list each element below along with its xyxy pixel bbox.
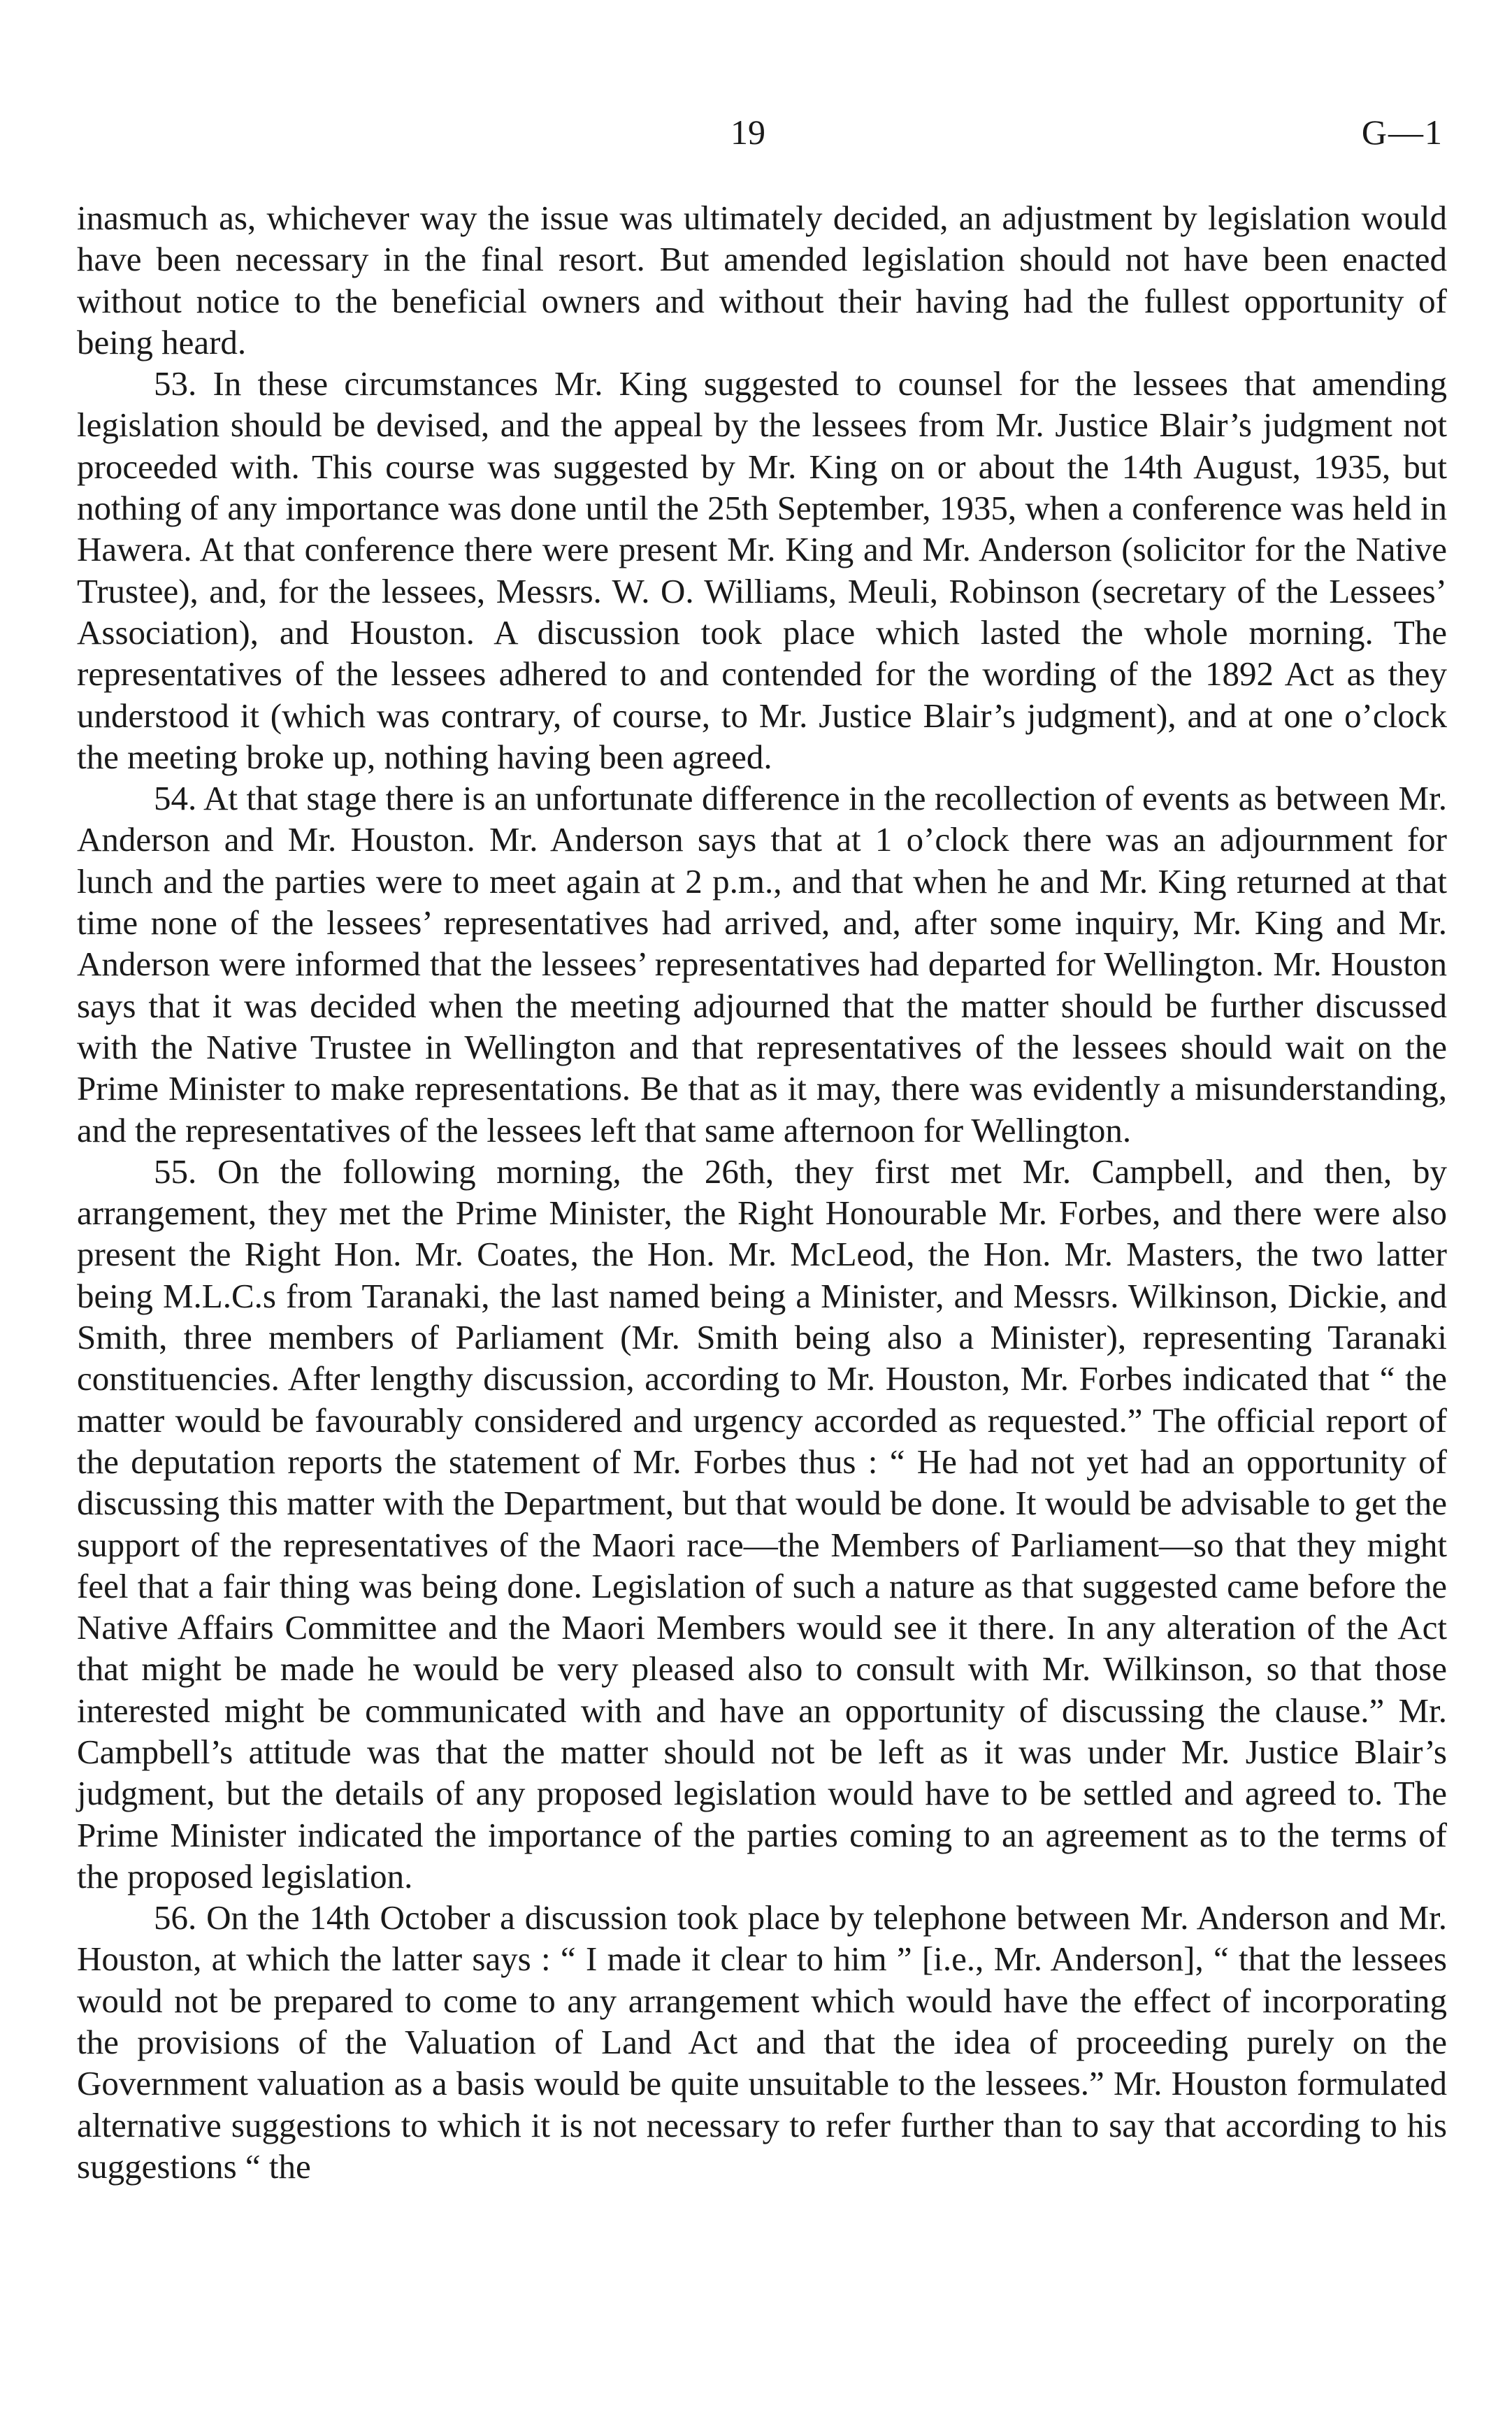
paragraph-number: 53.: [154, 364, 197, 403]
paragraph-53: [77, 363, 1447, 777]
page-header: [0, 112, 1512, 161]
body-text: [77, 197, 1447, 2187]
paragraph-55: [77, 1151, 1447, 1897]
paragraph-number: 55.: [154, 1152, 197, 1191]
document-reference: G—1: [1361, 113, 1443, 152]
paragraph-continuation: [77, 197, 1447, 363]
paragraph-text: inasmuch as, whichever way the issue was ultimately decided, an adjustment by legislation would have been necessary in the final resort. But amended legislation should not have been enacted without notice to the beneficial owners and without their having had the fullest opportunity of being heard.: [77, 199, 1447, 361]
paragraph-number: 56.: [154, 1898, 197, 1937]
paragraph-56: [77, 1897, 1447, 2187]
paragraph-text: In these circumstances Mr. King suggested to counsel for the lessees that amending legislation should be devised, and the appeal by the lessees from Mr. Justice Blair’s judgment not proceeded with. This course was suggested by Mr. King on or about the 14th August, 1935, but nothing of any importance was done until the 25th September, 1935, when a conference was held in Hawera. At that conference there were present Mr. King and Mr. Anderson (solicitor for the Native Trustee), and, for the lessees, Messrs. W. O. Williams, Meuli, Robinson (secretary of the Lessees’ Association), and Houston. A discussion took place which lasted the whole morning. The representatives of the lessees adhered to and contended for the wording of the 1892 Act as they understood it (which was contrary, of course, to Mr. Justice Blair’s judgment), and at one o’clock the meeting broke up, nothing having been agreed.: [77, 364, 1448, 776]
page-number: 19: [730, 113, 765, 152]
paragraph-number: 54.: [154, 779, 197, 818]
paragraph-text: On the 14th October a discussion took place by telephone between Mr. Anderson and Mr. Houston, at which the latter says : “ I made it clear to him ” [i.e., Mr. Anderson], “ that the lessees would not be prepared to come to any arrangement which would have the effect of incorporating the provisions of the Valuation of Land Act and that the idea of proceeding purely on the Government valuation as a basis would be quite unsuitable to the lessees.” Mr. Houston formulated alternative suggestions to which it is not necessary to refer further than to say that according to his suggestions “ the: [77, 1898, 1448, 2186]
paragraph-54: [77, 777, 1447, 1151]
paragraph-text: On the following morning, the 26th, they first met Mr. Campbell, and then, by arrangement, they met the Prime Minister, the Right Honourable Mr. Forbes, and there were also present the Right Hon. Mr. Coates, the Hon. Mr. McLeod, the Hon. Mr. Masters, the two latter being M.L.C.s from Taranaki, the last named being a Minister, and Messrs. Wilkinson, Dickie, and Smith, three members of Parliament (Mr. Smith being also a Minister), representing Taranaki constituencies. After lengthy discussion, according to Mr. Houston, Mr. Forbes indicated that “ the matter would be favourably considered and urgency accorded as requested.” The official report of the deputation reports the statement of Mr. Forbes thus : “ He had not yet had an opportunity of discussing this matter with the Department, but that would be done. It would be advisable to get the support of the representatives of the Maori race—the Members of Parliament—so that they might feel that a fair thing was being done. Legislation of such a nature as that suggested came before the Native Affairs Committee and the Maori Members would see it there. In any alteration of the Act that might be made he would be very pleased also to consult with Mr. Wilkinson, so that those interested might be communicated with and have an opportunity of discussing the clause.” Mr. Campbell’s attitude was that the matter should not be left as it was under Mr. Justice Blair’s judgment, but the details of any proposed legislation would have to be settled and agreed to. The Prime Minister indicated the importance of the parties coming to an agreement as to the terms of the proposed legislation.: [77, 1152, 1447, 1896]
paragraph-text: At that stage there is an unfortunate difference in the recollection of events as between Mr. Anderson and Mr. Houston. Mr. Anderson says that at 1 o’clock there was an adjournment for lunch and the parties were to meet again at 2 p.m., and that when he and Mr. King returned at that time none of the lessees’ representatives had arrived, and, after some inquiry, Mr. King and Mr. Anderson were informed that the lessees’ representatives had departed for Wellington. Mr. Houston says that it was decided when the meeting adjourned that the matter should be further discussed with the Native Trustee in Wellington and that representatives of the lessees should wait on the Prime Minister to make representations. Be that as it may, there was evidently a misunderstanding, and the representatives of the lessees left that same afternoon for Wellington.: [77, 779, 1447, 1149]
